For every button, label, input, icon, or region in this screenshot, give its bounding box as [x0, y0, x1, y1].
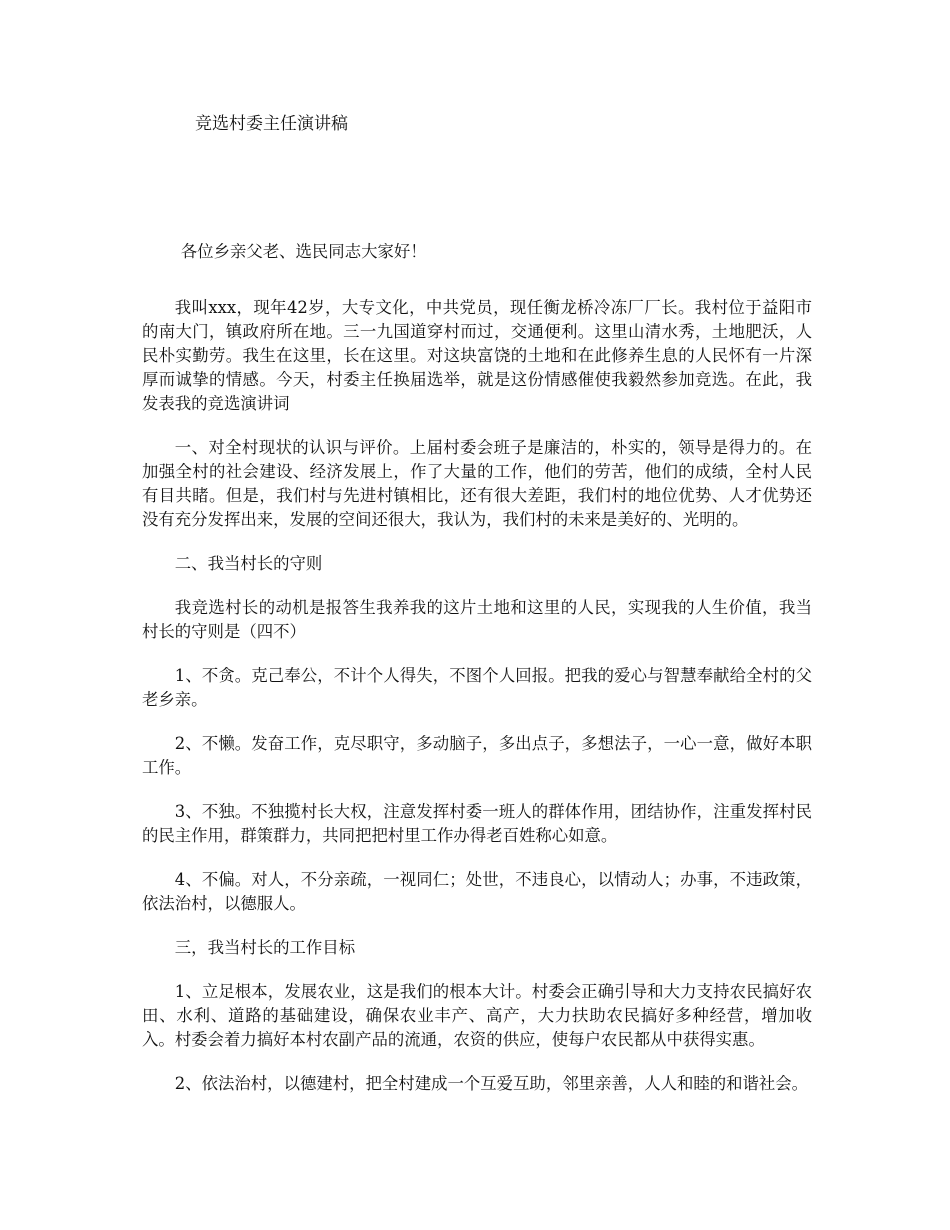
rule-item-3: 3、不独。不独揽村长大权，注意发挥村委一班人的群体作用，团结协作，注重发挥村民的民主作用，群策群力，共同把把村里工作办得老百姓称心如意。	[142, 802, 812, 845]
goal-item-1: 1、立足根本，发展农业，这是我们的根本大计。村委会正确引导和大力支持农民搞好农田、水利、道路的基础建设，确保农业丰产、高产，大力扶助农民搞好多种经营，增加收入。村委会着力搞好本村农副产品的流通，农资的供应，使每户农民都从中获得实惠。	[142, 982, 812, 1049]
rule-item-1: 1、不贪。克己奉公，不计个人得失，不图个人回报。把我的爱心与智慧奉献给全村的父老乡亲。	[142, 666, 812, 709]
goal-item-2: 2、依法治村，以德建村，把全村建成一个互爱互助，邻里亲善，人人和睦的和谐社会。	[174, 1074, 809, 1093]
paragraph-intro: 我叫xxx，现年42岁，大专文化，中共党员，现任衡龙桥冷冻厂厂长。我村位于益阳市的南大门，镇政府所在地。三一九国道穿村而过，交通便利。这里山清水秀，土地肥沃，人民朴实勤劳。我生在这里，长在这里。对这块富饶的土地和在此修养生息的人民怀有一片深厚而诚挚的情感。今天，村委主任换届选举，就是这份情感催使我毅然参加竞选。在此，我发表我的竞选演讲词	[142, 298, 812, 413]
document-body	[142, 240, 812, 1116]
greeting-line: 各位乡亲父老、选民同志大家好！	[180, 242, 427, 261]
rule-item-4: 4、不偏。对人，不分亲疏，一视同仁；处世，不违良心，以情动人；办事，不违政策，依法治村，以德服人。	[142, 870, 812, 913]
heading-section-three: 三，我当村长的工作目标	[174, 938, 356, 957]
document-title: 竞选村委主任演讲稿	[195, 114, 348, 134]
rule-item-2: 2、不懒。发奋工作，克尽职守，多动脑子，多出点子，多想法子，一心一意，做好本职工作。	[142, 734, 812, 777]
paragraph-motivation: 我竞选村长的动机是报答生我养我的这片土地和这里的人民，实现我的人生价值，我当村长的守则是（四不）	[142, 598, 812, 641]
heading-section-two: 二、我当村长的守则	[174, 554, 323, 573]
paragraph-section-one: 一、对全村现状的认识与评价。上届村委会班子是廉洁的，朴实的，领导是得力的。在加强全村的社会建设、经济发展上，作了大量的工作，他们的劳苦，他们的成绩，全村人民有目共睹。但是，我们村与先进村镇相比，还有很大差距，我们村的地位优势、人才优势还没有充分发挥出来，发展的空间还很大，我认为，我们村的未来是美好的、光明的。	[142, 438, 812, 529]
